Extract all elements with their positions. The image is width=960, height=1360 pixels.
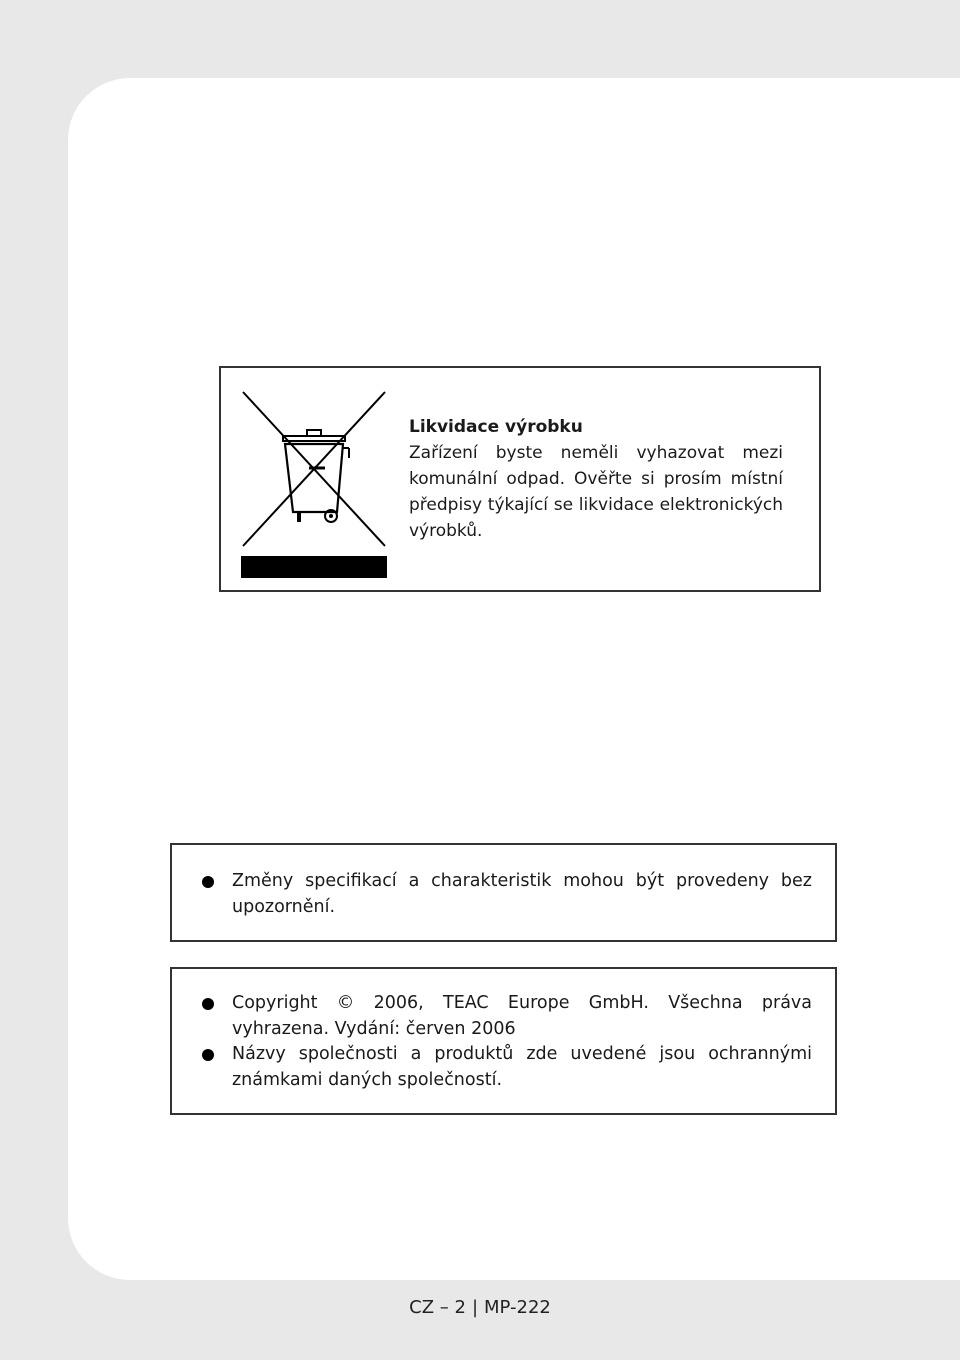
bullet-icon [202, 998, 214, 1010]
specification-notice-box [170, 843, 837, 942]
copyright-box [170, 967, 837, 1115]
model-name: MP-222 [484, 1297, 551, 1318]
crossed-out-wheelie-bin-icon [241, 388, 387, 578]
disposal-notice-box [219, 366, 821, 592]
disposal-title: Likvidace výrobku [409, 417, 583, 437]
notice-text: Změny specifikací a charakteristik mohou být provedeny bez upozornění. [232, 871, 812, 917]
bullet-icon [202, 1049, 214, 1061]
list-item [198, 1042, 812, 1093]
copyright-text: Copyright © 2006, TEAC Europe GmbH. Všechna práva vyhrazena. Vydání: červen 2006 [232, 993, 812, 1039]
footer-separator: | [471, 1297, 479, 1318]
disposal-text [409, 414, 783, 544]
list-item [198, 869, 812, 920]
trademark-text: Názvy společnosti a produktů zde uvedené jsou ochrannými známkami daných společností. [232, 1044, 812, 1090]
legal-list [198, 991, 812, 1093]
page-footer [0, 1297, 960, 1318]
bullet-icon [202, 876, 214, 888]
notice-list [198, 869, 812, 920]
list-item [198, 991, 812, 1042]
page-number: CZ – 2 [409, 1297, 466, 1318]
disposal-body: Zařízení byste neměli vyhazovat mezi komunální odpad. Ověřte si prosím místní předpisy týkající se likvidace elektronických výrobků. [409, 443, 783, 541]
